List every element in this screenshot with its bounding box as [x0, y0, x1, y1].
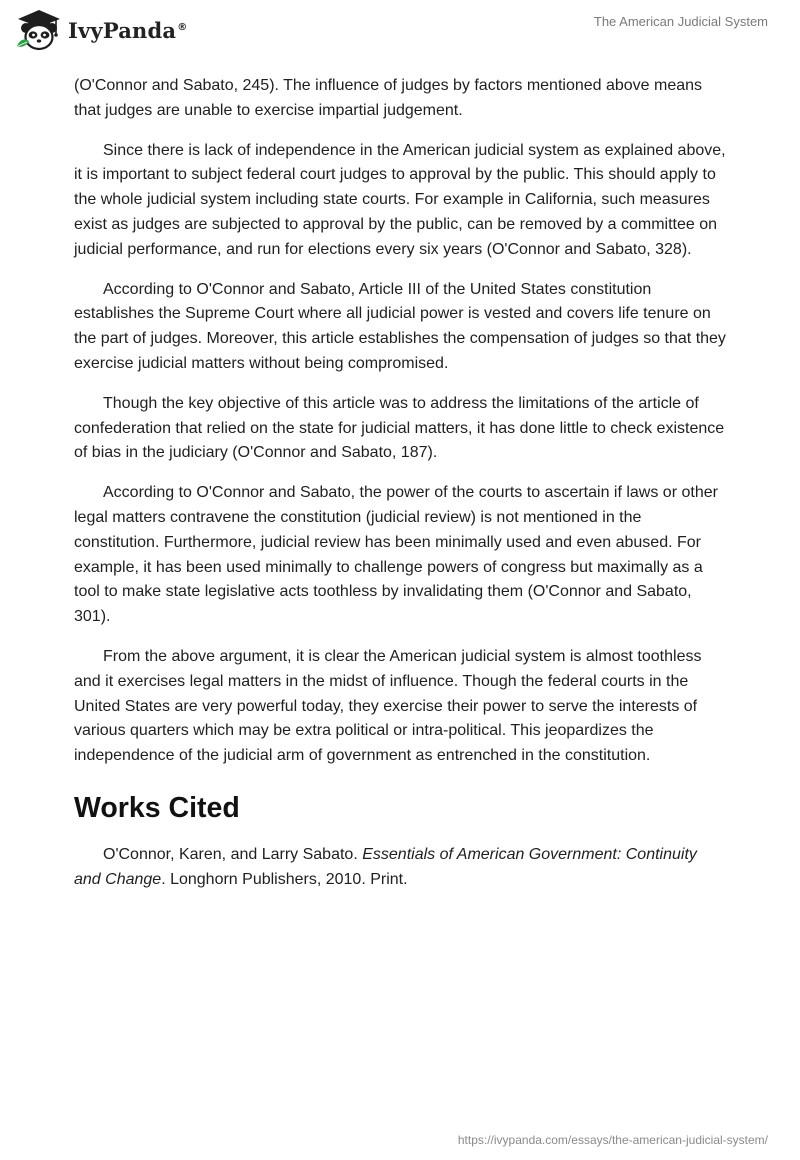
paragraph: According to O'Connor and Sabato, the power of the courts to ascertain if laws or other legal matters contravene the constitution (judicial review) is not mentioned in the constitution. Furthermore, judicial review has been minimally used and even abused. For example, it has been used minimally to challenge powers of congress but maximally as a tool to make state legislative acts toothless by invalidating them (O'Connor and Sabato, 301).: [74, 484, 718, 626]
logo[interactable]: [14, 8, 187, 52]
paragraph: According to O'Connor and Sabato, Article III of the United States constitution establishes the Supreme Court where all judicial power is vested and covers life tenure on the part of judges. Moreover, this article establishes the compensation of judges so that they exercise judicial matters without being compromised.: [74, 280, 726, 372]
citation-publisher: . Longhorn Publishers, 2010. Print.: [161, 870, 408, 888]
registered-mark: ®: [177, 21, 188, 33]
citation-entry: [74, 843, 728, 893]
page-header: [0, 0, 800, 64]
paragraph: Though the key objective of this article was to address the limitations of the article of confederation that relied on the state for judicial matters, it has done little to check existence of bias in the judiciary (O'Connor and Sabato, 187).: [74, 394, 725, 462]
paragraph: From the above argument, it is clear the American judicial system is almost toothless and it exercises legal matters in the midst of influence. Though the federal courts in the United States are very powerful today, they exercise their power to serve the interests of various quarters which may be extra political or intra-political. This jeopardizes the independence of the judicial arm of government as entrenched in the constitution.: [74, 647, 702, 765]
logo-wordmark: [68, 18, 187, 43]
citation-authors: O'Connor, Karen, and Larry Sabato.: [103, 845, 363, 863]
source-url[interactable]: https://ivypanda.com/essays/the-american-judicial-system/: [457, 1133, 768, 1147]
citation-title: Essentials of American Government: Continuity and Change: [74, 845, 697, 888]
paragraph: (O'Connor and Sabato, 245). The influence of judges by factors mentioned above means that judges are unable to exercise impartial judgement.: [74, 77, 703, 119]
works-cited-heading: Works Cited: [74, 791, 240, 824]
paragraph: Since there is lack of independence in the American judicial system as explained above, it is important to subject federal court judges to approval by the public. This should apply to the whole judicial system including state courts. For example in California, such measures exist as judges are subjected to approval by the public, can be removed by a committee on judicial performance, and run for elections every six years (O'Connor and Sabato, 328).: [74, 141, 726, 258]
panda-graduate-icon: [14, 8, 64, 52]
document-title: The American Judicial System: [593, 14, 768, 29]
logo-wordmark-text: IvyPanda: [68, 17, 177, 43]
essay-body: [74, 74, 728, 893]
